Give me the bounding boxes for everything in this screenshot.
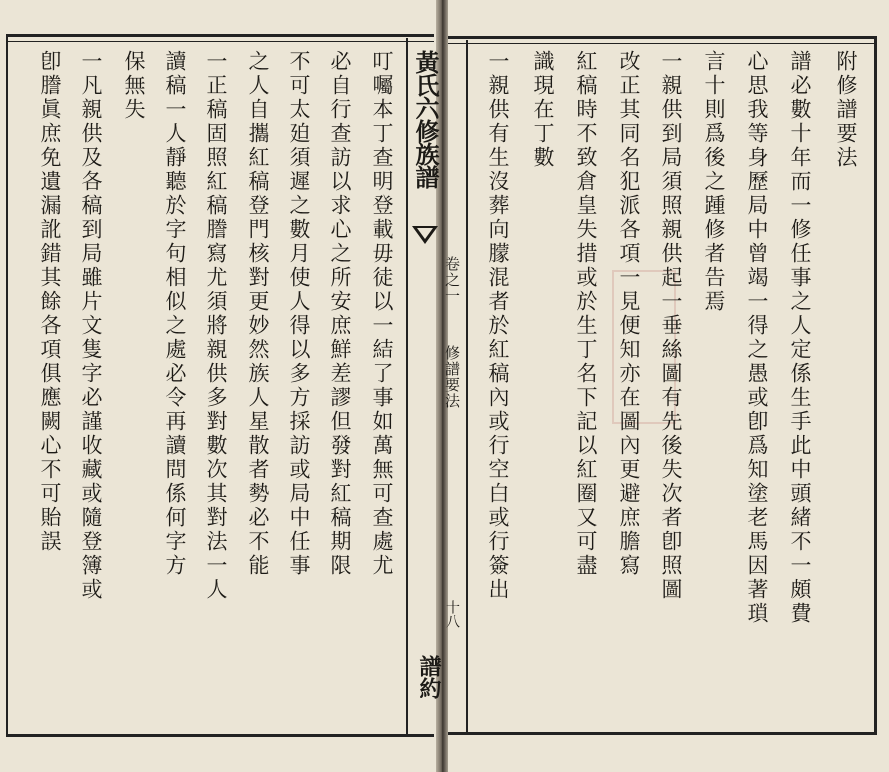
right-top-inner-border [448, 43, 876, 44]
text-column-2: 譜必數十年而一修任事之人定係生手此中頭緒不一頗費 [788, 50, 812, 626]
volume-label: 卷之一 [443, 256, 461, 304]
text-column-8: 識現在丁數 [531, 50, 555, 170]
text-column-4: 言十則爲後之踵修者告焉 [702, 50, 726, 314]
fish-tail-mark-icon [412, 226, 438, 244]
text-column-15: 讀稿一人靜聽於字句相似之處必令再讀問係何字方 [163, 50, 187, 578]
section-label: 修譜要法 [443, 345, 461, 409]
text-column-7: 紅稿時不致倉皇失措或於生丁名下記以紅圈又可盡 [574, 50, 598, 578]
text-column-17: 一凡親供及各稿到局雖片文隻字必謹收藏或隨登簿或 [79, 50, 103, 602]
right-top-border [448, 36, 876, 39]
text-column-3: 心思我等身歷局中曾竭一得之愚或卽爲知塗老馬因著瑣 [745, 50, 769, 626]
left-top-border [6, 34, 434, 37]
text-column-12: 不可太廹須遲之數月使人得以多方採訪或局中任事 [287, 50, 311, 578]
text-column-9: 一親供有生沒葬向朦混者於紅稿內或行空白或行簽出 [486, 50, 510, 602]
right-side-border [874, 36, 877, 735]
center-rule-left [406, 38, 408, 735]
left-side-border [6, 34, 8, 737]
page-number: 十八 [444, 600, 460, 628]
text-column-14: 一正稿固照紅稿謄寫尤須將親供多對數次其對法一人 [204, 50, 228, 602]
text-column-18: 卽謄眞庶免遺漏訛錯其餘各項俱應闕心不可貽誤 [38, 50, 62, 554]
text-column-13: 之人自攜紅稿登門核對更妙然族人星散者勢必不能 [246, 50, 270, 578]
book-title: 黃氏六修族譜 [411, 50, 440, 188]
left-top-inner-border [6, 41, 434, 42]
text-column-11: 必自行查訪以求心之所安庶鮮差謬但發對紅稿期限 [328, 50, 352, 578]
center-rule-right [466, 40, 468, 734]
text-column-6: 改正其同名犯派各項一見便知亦在圖內更避庶膽寫 [617, 50, 641, 578]
footer-mark: 譜約 [416, 655, 442, 699]
text-column-16: 保無失 [122, 50, 146, 122]
text-column-1: 附修譜要法 [834, 50, 858, 170]
text-column-10: 叮囑本丁查明登載毋徒以一結了事如萬無可查處尤 [370, 50, 394, 578]
text-column-5: 一親供到局須照親供起一垂絲圖有先後失次者卽照圖 [659, 50, 683, 602]
